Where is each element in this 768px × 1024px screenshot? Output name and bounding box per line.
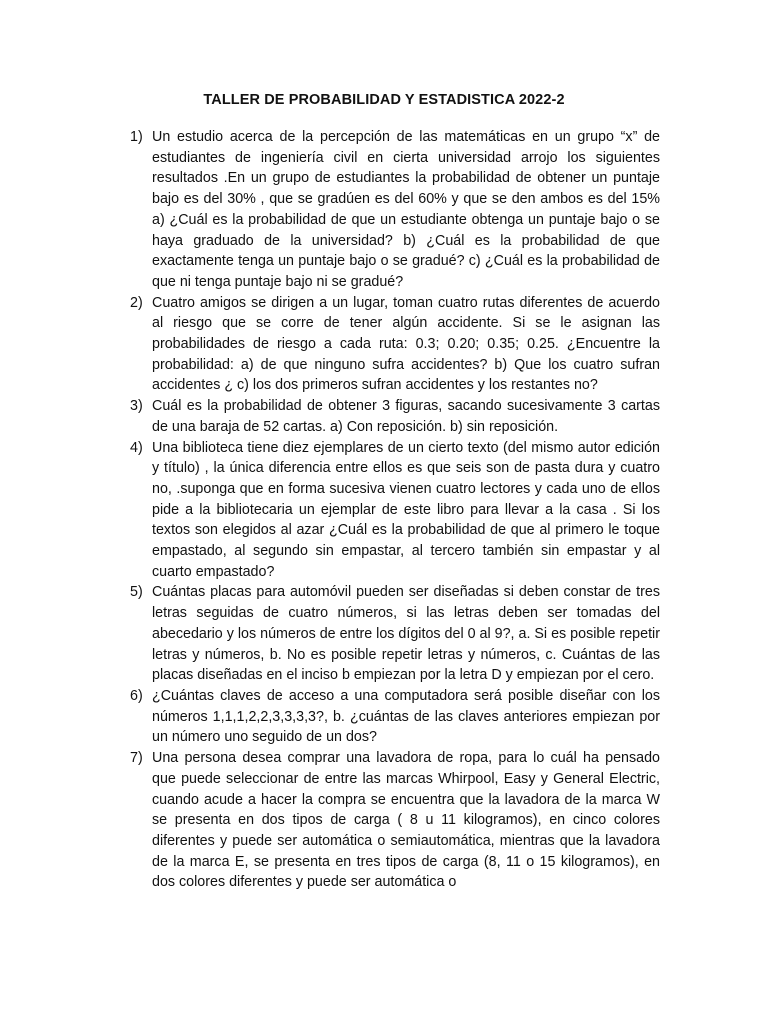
problem-list bbox=[130, 127, 660, 893]
problem-item-2 bbox=[130, 293, 660, 397]
problem-text: Cuatro amigos se dirigen a un lugar, toman cuatro rutas diferentes de acuerdo al riesgo que se corre de tener algún accidente. Si se le asignan las probabilidades de riesgo a cada ruta: 0.3; 0.20; 0.35; 0.25. ¿Encuentre la probabilidad: a) de que ninguno sufra accidentes? b) Que los cuatro sufran accidentes ¿ c) los dos primeros sufran accidentes y los restantes no? bbox=[152, 294, 660, 394]
problem-text: Un estudio acerca de la percepción de las matemáticas en un grupo “x” de estudiantes de ingeniería civil en cierta universidad arrojo los siguientes resultados .En un grupo de estudiantes la probabilidad de obtener un puntaje bajo es del 30% , que se gradúen es del 60% y que se den ambos es del 15% a) ¿Cuál es la probabilidad de que un estudiante obtenga un puntaje bajo o se haya graduado de la universidad? b) ¿Cuál es la probabilidad de que exactamente tenga un puntaje bajo o se gradué? c) ¿Cuál es la probabilidad de que ni tenga puntaje bajo ni se gradué? bbox=[152, 129, 660, 290]
document-title: TALLER DE PROBABILIDAD Y ESTADISTICA 2022-2 bbox=[203, 92, 565, 108]
problem-number: 5) bbox=[130, 584, 143, 601]
problem-number: 1) bbox=[130, 129, 143, 145]
problem-number: 7) bbox=[130, 750, 143, 767]
problem-text: Cuál es la probabilidad de obtener 3 figuras, sacando sucesivamente 3 cartas de una baraja de 52 cartas. a) Con reposición. b) sin reposición. bbox=[152, 398, 660, 435]
problem-item-5 bbox=[130, 582, 660, 686]
problem-text: Una biblioteca tiene diez ejemplares de un cierto texto (del mismo autor edición y título) , la única diferencia entre ellos es que seis son de pasta dura y cuatro no, .suponga que en forma sucesiva vienen cuatro lectores y cada uno de ellos pide a la bibliotecaria un ejemplar de este libro para llevar a la casa . Si los textos son elegidos al azar ¿Cuál es la probabilidad de que al primero le toque empastado, al segundo sin empastar, al tercero también sin empastar y al cuarto empastado? bbox=[152, 439, 660, 580]
problem-text: ¿Cuántas claves de acceso a una computadora será posible diseñar con los números 1,1,1,2,2,3,3,3,3?, b. ¿cuántas de las claves anteriores empiezan por un número uno seguido de un dos? bbox=[152, 687, 660, 746]
problem-item-6 bbox=[130, 686, 660, 748]
problem-text: Una persona desea comprar una lavadora de ropa, para lo cuál ha pensado que puede seleccionar de entre las marcas Whirpool, Easy y General Electric, cuando acude a hacer la compra se encuentra que la lavadora de la marca W se presenta en dos tipos de carga ( 8 u 11 kilogramos), en cinco colores diferentes y puede ser automática o semiautomática, mientras que la lavadora de la marca E, se presenta en tres tipos de carga (8, 11 o 15 kilogramos), en dos colores diferentes y puede ser automática o bbox=[152, 750, 660, 891]
problem-item-4 bbox=[130, 438, 660, 583]
problem-item-3 bbox=[130, 396, 660, 437]
problem-text: Cuántas placas para automóvil pueden ser diseñadas si deben constar de tres letras seguidas de cuatro números, si las letras deben ser tomadas del abecedario y los números de entre los dígitos del 0 al 9?, a. Si es posible repetir letras y números, b. No es posible repetir letras y números, c. Cuántas de las placas diseñadas en el inciso b empiezan por la letra D y empiezan por el cero. bbox=[152, 584, 660, 684]
problem-item-7 bbox=[130, 748, 660, 893]
problem-number: 4) bbox=[130, 439, 143, 456]
problem-number: 3) bbox=[130, 398, 143, 415]
problem-number: 2) bbox=[130, 294, 143, 311]
problem-item-1 bbox=[130, 127, 660, 293]
problem-number: 6) bbox=[130, 687, 143, 704]
